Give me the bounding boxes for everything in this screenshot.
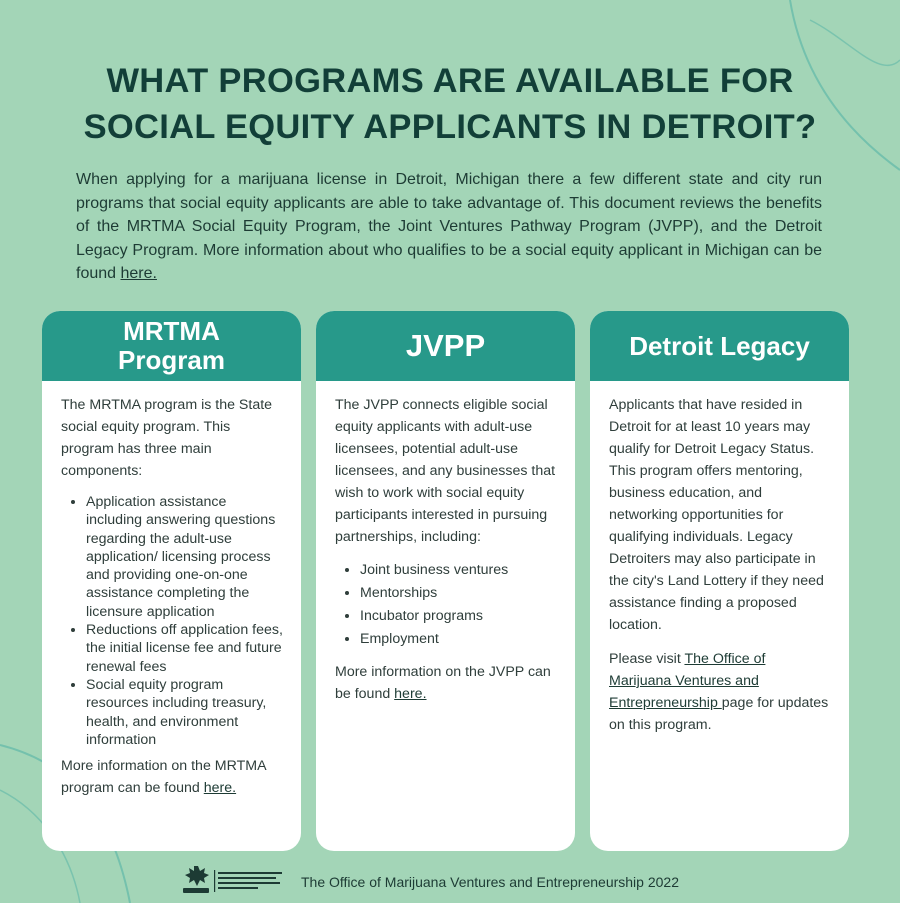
mrtma-intro: The MRTMA program is the State social equity program. This program has three main components: [61,397,273,479]
page-title [40,58,860,150]
mrtma-card [42,311,301,851]
mrtma-card-header [42,311,301,381]
mrtma-bullet-item: • Application assistance including answering questions regarding the adult-use application/ licensing process and providing one-on-one assistance completing the licensure application [86,493,283,621]
jvpp-more-text: More information on the JVPP can be found [335,664,551,702]
mrtma-header-line-1: MRTMA [123,316,220,346]
mrtma-bullet-list [86,493,283,749]
legacy-visit-prefix: Please visit [609,651,685,667]
intro-here-link[interactable]: here. [120,265,157,282]
jvpp-intro: The JVPP connects eligible social equity applicants with adult-use licensees, potential adult-use licensees, and any businesses that wish to work with social equity participants interested in pursuing partnerships, including: [335,397,556,545]
jvpp-bullet-item: • Incubator programs [360,605,557,628]
mrtma-header-line-2: Program [118,345,225,375]
legacy-visit-suffix: page for updates on this program. [609,695,829,733]
mrtma-bullet-item: • Social equity program resources including treasury, health, and environment information [86,676,283,749]
footer-text: The Office of Marijuana Ventures and Entrepreneurship 2022 [301,874,679,890]
legacy-visit-info [609,648,831,736]
jvpp-more-info [335,661,557,705]
mrtma-more-text: More information on the MRTMA program can be found [61,758,266,797]
legacy-header-title: Detroit Legacy [629,330,810,361]
title-line-1: WHAT PROGRAMS ARE AVAILABLE FOR [106,62,794,100]
jvpp-here-link[interactable]: here. [394,686,427,702]
mrtma-here-link[interactable]: here. [203,780,237,797]
jvpp-bullet-list [360,559,557,651]
intro-text: When applying for a marijuana license in Detroit, Michigan there a few different state and city run programs that social equity applicants are able to take advantage of. This document reviews the benefits of the MRTMA Social Equity Program, the Joint Ventures Pathway Program (JVPP), and the Detroit Legacy Program. More information about who qualifies to be a social equity applicant in Michigan can be found [76,171,822,282]
legacy-card-body [590,381,849,736]
jvpp-card-header [316,311,575,381]
jvpp-bullet-item: • Mentorships [360,582,557,605]
mrtma-card-body [42,381,301,799]
omve-page-link[interactable]: The Office of Marijuana Ventures and Entrepreneurship [609,651,766,711]
legacy-card [590,311,849,851]
jvpp-bullet-item: • Joint business ventures [360,559,557,582]
omve-logo-icon [180,862,290,896]
intro-paragraph [76,168,822,286]
jvpp-card [316,311,575,851]
jvpp-bullet-item: • Employment [360,628,557,651]
legacy-intro: Applicants that have resided in Detroit for at least 10 years may qualify for Detroit Legacy Status. This program offers mentoring, business education, and networking opportunities for qualifying individuals. Legacy Detroiters may also participate in the city's Land Lottery if they need assistance finding a proposed location. [609,397,824,633]
title-line-2: SOCIAL EQUITY APPLICANTS IN DETROIT? [83,108,817,146]
mrtma-bullet-item: • Reductions off application fees, the initial license fee and future renewal fees [86,621,283,676]
jvpp-card-body [316,381,575,705]
mrtma-more-info [61,755,283,799]
legacy-card-header [590,311,849,381]
jvpp-header-title: JVPP [405,328,486,363]
